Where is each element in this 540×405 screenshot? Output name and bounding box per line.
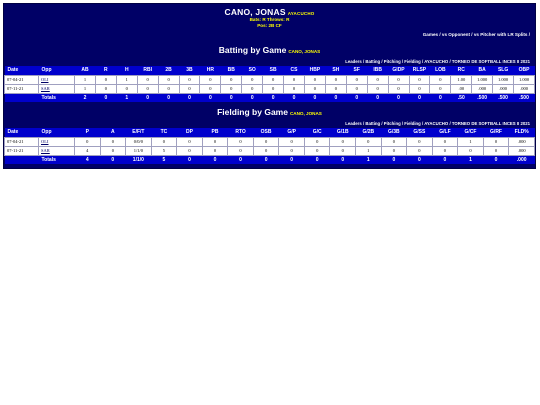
- totals-cell: 0: [202, 155, 228, 164]
- opponent-link[interactable]: OLI: [41, 139, 49, 144]
- totals-cell: 0: [381, 155, 407, 164]
- stat-cell: 0: [200, 84, 221, 93]
- column-header: CS: [284, 66, 305, 75]
- column-header: SH: [325, 66, 346, 75]
- bats-throws: Bats: R Throws: R: [249, 17, 290, 22]
- stat-cell: 1: [116, 75, 137, 84]
- column-header: G/P: [279, 128, 305, 137]
- column-header: G/3B: [381, 128, 407, 137]
- nav-league[interactable]: TORNEO DE SOFTBALL INCES II 2021: [451, 121, 530, 126]
- column-header: BB: [221, 66, 242, 75]
- column-header: A: [100, 128, 126, 137]
- stat-cell: 0: [325, 84, 346, 93]
- top-links: Games / vs Opponent / vs Pitcher with LR Splits /: [422, 32, 530, 37]
- stat-cell: .000: [514, 84, 535, 93]
- fielding-table: [4, 128, 535, 164]
- table-row: [5, 84, 535, 93]
- stat-cell: 0: [430, 84, 451, 93]
- nav-team[interactable]: AYACUCHO: [424, 121, 449, 126]
- nav-fielding[interactable]: Fielding: [404, 121, 421, 126]
- player-title: [4, 7, 535, 17]
- column-header: RC: [451, 66, 472, 75]
- column-header: OBP: [514, 66, 535, 75]
- stat-cell: 0: [388, 75, 409, 84]
- totals-cell: 0: [263, 93, 284, 102]
- column-header: Date: [5, 66, 39, 75]
- stat-cell: 0: [116, 84, 137, 93]
- column-header: E/F/T: [126, 128, 152, 137]
- column-header: RBI: [137, 66, 158, 75]
- spacer: [4, 164, 535, 168]
- column-header: G/1B: [330, 128, 356, 137]
- stat-cell: 0: [228, 137, 254, 146]
- totals-cell: 0: [367, 93, 388, 102]
- stat-cell: 0: [346, 75, 367, 84]
- stat-cell: 0: [263, 84, 284, 93]
- nav-batting[interactable]: Batting: [365, 59, 381, 64]
- stat-cell: 0: [202, 137, 228, 146]
- stat-cell: 0: [330, 137, 356, 146]
- totals-cell: 2: [75, 93, 96, 102]
- stat-cell: 1: [458, 137, 484, 146]
- stat-cell: .00: [451, 84, 472, 93]
- stat-cell: 0: [179, 75, 200, 84]
- table-row: [5, 75, 535, 84]
- stat-cell: 0: [279, 137, 305, 146]
- totals-cell: 0: [432, 155, 458, 164]
- totals-cell: 0: [179, 93, 200, 102]
- stat-cell: 1: [356, 146, 382, 155]
- player-name: CANO, JONAS: [224, 7, 286, 17]
- column-header: PB: [202, 128, 228, 137]
- link-vs-pitcher[interactable]: vs Pitcher with LR Splits: [473, 32, 528, 37]
- stat-cell: 0: [409, 75, 430, 84]
- batting-totals-row: [5, 93, 535, 102]
- totals-cell: 0: [100, 155, 126, 164]
- totals-cell: 0: [430, 93, 451, 102]
- column-header: Opp: [39, 128, 75, 137]
- stat-cell: 5: [151, 146, 177, 155]
- column-header: G/SS: [407, 128, 433, 137]
- column-header: 2B: [158, 66, 179, 75]
- totals-cell: 0: [279, 155, 305, 164]
- opponent-cell: [39, 75, 75, 84]
- column-header: TC: [151, 128, 177, 137]
- totals-cell: .000: [509, 155, 535, 164]
- batting-title-player: CANO, JONAS: [288, 49, 321, 54]
- date-cell: 07-04-21: [5, 75, 39, 84]
- stat-cell: 0: [179, 84, 200, 93]
- table-row: [5, 146, 535, 155]
- stat-cell: 0: [409, 84, 430, 93]
- totals-cell: 0: [95, 93, 116, 102]
- column-header: G/C: [304, 128, 330, 137]
- stat-cell: 0: [95, 75, 116, 84]
- stat-cell: .000: [472, 84, 493, 93]
- column-header: OSB: [253, 128, 279, 137]
- date-cell: 07-04-21: [5, 137, 39, 146]
- stat-cell: 0: [158, 84, 179, 93]
- stat-cell: 0: [228, 146, 254, 155]
- player-position: Pos: 2B CF: [257, 23, 282, 28]
- totals-cell: 0: [221, 93, 242, 102]
- link-vs-opponent[interactable]: vs Opponent: [441, 32, 470, 37]
- column-header: FLD%: [509, 128, 535, 137]
- totals-cell: 0: [325, 93, 346, 102]
- stat-cell: 0: [284, 84, 305, 93]
- stat-cell: 0: [253, 146, 279, 155]
- totals-cell: 0: [409, 93, 430, 102]
- totals-cell: 1: [356, 155, 382, 164]
- column-header: IBB: [367, 66, 388, 75]
- stat-cell: 0: [304, 137, 330, 146]
- nav-fielding[interactable]: Fielding: [404, 59, 421, 64]
- date-cell: 07-11-21: [5, 84, 39, 93]
- stat-cell: 0: [367, 84, 388, 93]
- stat-cell: 0: [304, 84, 325, 93]
- totals-cell: 4: [75, 155, 101, 164]
- stat-cell: 0: [432, 137, 458, 146]
- stat-cell: 0: [279, 146, 305, 155]
- stats-panel: [3, 3, 536, 169]
- column-header: H: [116, 66, 137, 75]
- column-header: G/RF: [483, 128, 509, 137]
- stat-cell: 0: [330, 146, 356, 155]
- totals-label: Totals: [39, 93, 75, 102]
- totals-cell: 0: [253, 155, 279, 164]
- stat-cell: 0: [177, 146, 203, 155]
- nav-pitching[interactable]: Pitching: [383, 121, 401, 126]
- stat-cell: 0: [151, 137, 177, 146]
- totals-cell: 0: [200, 93, 221, 102]
- opponent-cell: [39, 146, 75, 155]
- stat-cell: 0/0/0: [126, 137, 152, 146]
- stat-cell: 0: [202, 146, 228, 155]
- column-header: G/LF: [432, 128, 458, 137]
- stat-cell: 0: [325, 75, 346, 84]
- column-header: SLG: [493, 66, 514, 75]
- totals-cell: 0: [483, 155, 509, 164]
- column-header: BA: [472, 66, 493, 75]
- player-team: AYACUCHO: [287, 11, 315, 16]
- stat-cell: 0: [356, 137, 382, 146]
- column-header: G/CF: [458, 128, 484, 137]
- opponent-cell: [39, 84, 75, 93]
- link-games[interactable]: Games: [422, 32, 439, 37]
- column-header: SF: [346, 66, 367, 75]
- stat-cell: 0: [242, 84, 263, 93]
- fielding-title-player: CANO, JONAS: [289, 111, 322, 116]
- fielding-title: [4, 105, 535, 119]
- fielding-totals-row: [5, 155, 535, 164]
- batting-table: [4, 66, 535, 102]
- column-header: LOB: [430, 66, 451, 75]
- nav-league[interactable]: TORNEO DE SOFTBALL INCES II 2021: [451, 59, 530, 64]
- opponent-link[interactable]: OLI: [41, 77, 49, 82]
- totals-cell: 0: [242, 93, 263, 102]
- stat-cell: 0: [381, 146, 407, 155]
- column-header: SO: [242, 66, 263, 75]
- stat-cell: .000: [509, 137, 535, 146]
- stat-cell: 0: [95, 84, 116, 93]
- stat-cell: 0: [346, 84, 367, 93]
- column-header: RLSP: [409, 66, 430, 75]
- column-header: Opp: [39, 66, 75, 75]
- stat-cell: 0: [221, 75, 242, 84]
- nav-leaders[interactable]: Leaders: [345, 121, 362, 126]
- nav-batting[interactable]: Batting: [365, 121, 381, 126]
- totals-cell: 0: [177, 155, 203, 164]
- totals-cell: 0: [137, 93, 158, 102]
- stat-cell: 0: [432, 146, 458, 155]
- stat-cell: 0: [284, 75, 305, 84]
- opponent-link[interactable]: SAR: [41, 86, 50, 91]
- stat-cell: 0: [304, 75, 325, 84]
- totals-cell: 0: [330, 155, 356, 164]
- stat-cell: 0: [458, 146, 484, 155]
- totals-cell: .500: [493, 93, 514, 102]
- totals-cell: 0: [346, 93, 367, 102]
- nav-leaders[interactable]: Leaders: [345, 59, 362, 64]
- fielding-title-text: Fielding by Game: [217, 107, 288, 117]
- stat-cell: 1.000: [514, 75, 535, 84]
- batting-nav: Leaders / Batting / Pitching / Fielding / AYACUCHO / TORNEO DE SOFTBALL INCES II 2021: [345, 59, 530, 64]
- column-header: 3B: [179, 66, 200, 75]
- totals-cell: .500: [472, 93, 493, 102]
- stat-cell: 0: [158, 75, 179, 84]
- opponent-cell: [39, 137, 75, 146]
- stat-cell: 1.00: [451, 75, 472, 84]
- batting-header-row: [5, 66, 535, 75]
- stat-cell: 0: [304, 146, 330, 155]
- batting-title: [4, 43, 535, 57]
- column-header: DP: [177, 128, 203, 137]
- stat-cell: 0: [137, 75, 158, 84]
- stat-cell: 1/1/0: [126, 146, 152, 155]
- fielding-header-row: [5, 128, 535, 137]
- stat-cell: 0: [430, 75, 451, 84]
- totals-label: Totals: [39, 155, 75, 164]
- totals-spacer: [5, 155, 39, 164]
- totals-spacer: [5, 93, 39, 102]
- stat-cell: 0: [177, 137, 203, 146]
- stat-cell: .000: [509, 146, 535, 155]
- stat-cell: 0: [483, 137, 509, 146]
- stat-cell: .000: [493, 84, 514, 93]
- stat-cell: 1.000: [493, 75, 514, 84]
- totals-cell: 5: [151, 155, 177, 164]
- column-header: R: [95, 66, 116, 75]
- stat-cell: 0: [253, 137, 279, 146]
- nav-team[interactable]: AYACUCHO: [424, 59, 449, 64]
- stat-cell: 4: [75, 146, 101, 155]
- totals-cell: 0: [304, 155, 330, 164]
- totals-cell: .500: [514, 93, 535, 102]
- stat-cell: 0: [100, 137, 126, 146]
- totals-cell: 0: [304, 93, 325, 102]
- totals-cell: 0: [407, 155, 433, 164]
- player-header: [4, 4, 535, 29]
- stat-cell: 0: [367, 75, 388, 84]
- fielding-nav: Leaders / Batting / Pitching / Fielding / AYACUCHO / TORNEO DE SOFTBALL INCES II 2021: [345, 121, 530, 126]
- stat-cell: 0: [200, 75, 221, 84]
- totals-cell: 1: [458, 155, 484, 164]
- opponent-link[interactable]: SAR: [41, 148, 50, 153]
- totals-cell: 0: [228, 155, 254, 164]
- column-header: Date: [5, 128, 39, 137]
- stat-cell: 0: [137, 84, 158, 93]
- column-header: AB: [75, 66, 96, 75]
- stat-cell: 1: [75, 84, 96, 93]
- batting-title-text: Batting by Game: [218, 45, 287, 55]
- totals-cell: 0: [158, 93, 179, 102]
- totals-cell: 0: [284, 93, 305, 102]
- stat-cell: 0: [483, 146, 509, 155]
- totals-cell: 0: [388, 93, 409, 102]
- stat-cell: 1: [75, 75, 96, 84]
- column-header: G/2B: [356, 128, 382, 137]
- stat-cell: 0: [75, 137, 101, 146]
- column-header: P: [75, 128, 101, 137]
- totals-cell: .50: [451, 93, 472, 102]
- stat-cell: 0: [407, 146, 433, 155]
- stat-cell: 0: [407, 137, 433, 146]
- column-header: HR: [200, 66, 221, 75]
- column-header: HBP: [304, 66, 325, 75]
- column-header: SB: [263, 66, 284, 75]
- stat-cell: 1.000: [472, 75, 493, 84]
- totals-cell: 1/1/0: [126, 155, 152, 164]
- nav-pitching[interactable]: Pitching: [383, 59, 401, 64]
- stat-cell: 0: [221, 84, 242, 93]
- stat-cell: 0: [388, 84, 409, 93]
- stat-cell: 0: [100, 146, 126, 155]
- stat-cell: 0: [263, 75, 284, 84]
- column-header: GIDP: [388, 66, 409, 75]
- stat-cell: 0: [381, 137, 407, 146]
- stat-cell: 0: [242, 75, 263, 84]
- date-cell: 07-11-21: [5, 146, 39, 155]
- column-header: RTO: [228, 128, 254, 137]
- totals-cell: 1: [116, 93, 137, 102]
- table-row: [5, 137, 535, 146]
